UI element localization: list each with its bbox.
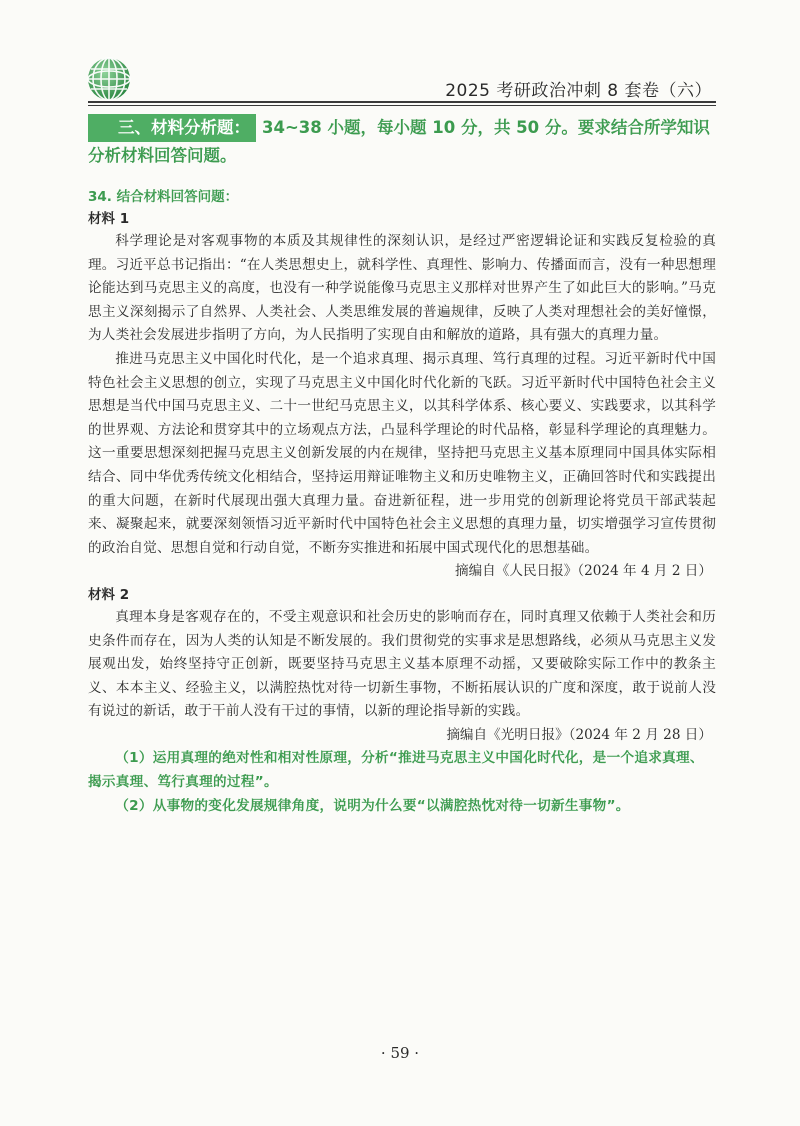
section-text: 34~38 小题，每小题 10 分，共 50 分。要求结合所学知识分析材料回答问题。: [88, 118, 710, 165]
header-rule-thin: [88, 105, 716, 106]
globe-icon: [86, 56, 132, 102]
header-title: 2025 考研政治冲刺 8 套卷（六）: [445, 81, 712, 101]
material-1-paragraph-2: 推进马克思主义中国化时代化，是一个追求真理、揭示真理、笃行真理的过程。习近平新时代中国特色社会主义思想的创立，实现了马克思主义中国化时代化新的飞跃。习近平新时代中国特色社会主义思想是当代中国马克思主义、二十一世纪马克思主义，以其科学体系、核心要义、实践要求，以其科学的世界观、方法论和贯穿其中的立场观点方法，凸显科学理论的时代品格，彰显科学理论的真理魅力。这一重要思想深刻把握马克思主义创新发展的内在规律，坚持把马克思主义基本原理同中国具体实际相结合、同中华优秀传统文化相结合，坚持运用辩证唯物主义和历史唯物主义，正确回答时代和实践提出的重大问题，在新时代展现出强大真理力量。奋进新征程，进一步用党的创新理论将党员干部武装起来、凝聚起来，就要深刻领悟习近平新时代中国特色社会主义思想的真理力量，切实增强学习宣传贯彻的政治自觉、思想自觉和行动自觉，不断夯实推进和拓展中国式现代化的思想基础。: [88, 350, 716, 556]
material-1-title: 材料 1: [88, 211, 130, 227]
header-rule: [88, 101, 716, 103]
material-1-source: 摘编自《人民日报》（2024 年 4 月 2 日）: [454, 563, 712, 580]
material-2-source: 摘编自《光明日报》（2024 年 2 月 28 日）: [446, 726, 712, 743]
question-title: 34. 结合材料回答问题：: [88, 189, 239, 205]
section-heading: [88, 114, 720, 170]
subquestion-1: （1）运用真理的绝对性和相对性原理，分析“推进马克思主义中国化时代化，是一个追求真理、揭示真理、笃行真理的过程”。: [88, 750, 704, 791]
question-content: [88, 186, 716, 818]
page-number: · 59 ·: [380, 1044, 420, 1062]
material-2-paragraph-1: 真理本身是客观存在的，不受主观意识和社会历史的影响而存在，同时真理又依赖于人类社会和历史条件而存在，因为人类的认知是不断发展的。我们贯彻党的实事求是思想路线，必须从马克思主义发展观出发，始终坚持守正创新，既要坚持马克思主义基本原理不动摇，又要破除实际工作中的教条主义、本本主义、经验主义，以满腔热忱对待一切新生事物，不断拓展认识的广度和深度，敢于说前人没有说过的新话，敢于干前人没有干过的事情，以新的理论指导新的实践。: [88, 608, 716, 720]
subquestion-2: （2）从事物的变化发展规律角度，说明为什么要“以满腔热忱对待一切新生事物”。: [115, 797, 630, 814]
material-1-paragraph-1: 科学理论是对客观事物的本质及其规律性的深刻认识，是经过严密逻辑论证和实践反复检验的真理。习近平总书记指出：“在人类思想史上，就科学性、真理性、影响力、传播面而言，没有一种思想理论能达到马克思主义的高度，也没有一种学说能像马克思主义那样对世界产生了如此巨大的影响。”马克思主义深刻揭示了自然界、人类社会、人类思维发展的普遍规律，反映了人类对理想社会的美好憧憬，为人类社会发展进步指明了方向，为人民指明了实现自由和解放的道路，具有强大的真理力量。: [88, 233, 716, 344]
material-2-title: 材料 2: [88, 586, 130, 603]
page-header: [0, 0, 800, 110]
section-tag: 三、材料分析题：: [88, 114, 256, 142]
